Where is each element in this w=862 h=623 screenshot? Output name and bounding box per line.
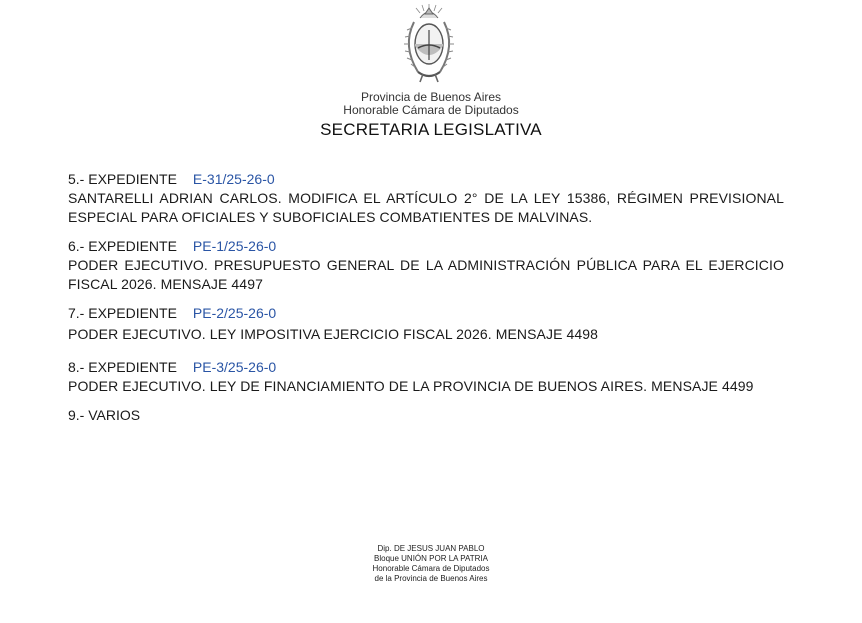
- item-description: PODER EJECUTIVO. LEY IMPOSITIVA EJERCICIO FISCAL 2026. MENSAJE 4498: [68, 326, 599, 342]
- item-number: 6.- EXPEDIENTE: [68, 238, 177, 254]
- item-description: PODER EJECUTIVO. LEY DE FINANCIAMIENTO DE LA PROVINCIA DE BUENOS AIRES. MENSAJE 4499: [68, 378, 754, 394]
- province-name: Provincia de Buenos Aires: [360, 90, 502, 104]
- signer-bloque: Bloque UNIÓN POR LA PATRIA: [374, 554, 488, 563]
- agenda-items: [68, 170, 784, 425]
- signature-block: [0, 544, 862, 584]
- signer-province: de la Provincia de Buenos Aires: [374, 574, 488, 583]
- expediente-code[interactable]: PE-1/25-26-0: [192, 238, 277, 254]
- item-number: 5.- EXPEDIENTE: [68, 171, 177, 187]
- chamber-name: Honorable Cámara de Diputados: [343, 103, 519, 117]
- agenda-item-5: [68, 170, 784, 227]
- expediente-code[interactable]: PE-3/25-26-0: [192, 359, 277, 375]
- agenda-item-7: [68, 304, 784, 344]
- signer-name: Dip. DE JESUS JUAN PABLO: [377, 544, 485, 553]
- expediente-code[interactable]: E-31/25-26-0: [192, 171, 275, 187]
- item-description: SANTARELLI ADRIAN CARLOS. MODIFICA EL ARTÍCULO 2° DE LA LEY 15386, RÉGIMEN PREVISIONAL ESPECIAL PARA OFICIALES Y SUBOFICIALES COMBATIENTES DE MALVINAS.: [68, 190, 784, 225]
- secretariat-title: SECRETARIA LEGISLATIVA: [320, 120, 542, 139]
- item-number: 7.- EXPEDIENTE: [68, 305, 177, 321]
- agenda-item-varios: 9.- VARIOS: [68, 407, 141, 423]
- agenda-item-6: [68, 237, 784, 294]
- item-number: 8.- EXPEDIENTE: [68, 359, 177, 375]
- document-header: [0, 91, 862, 141]
- expediente-code[interactable]: PE-2/25-26-0: [192, 305, 277, 321]
- item-description: PODER EJECUTIVO. PRESUPUESTO GENERAL DE LA ADMINISTRACIÓN PÚBLICA PARA EL EJERCICIO FISCAL 2026. MENSAJE 4497: [68, 257, 784, 292]
- signer-chamber: Honorable Cámara de Diputados: [372, 564, 490, 573]
- agenda-item-8: [68, 358, 784, 396]
- coat-of-arms-icon: [396, 2, 462, 84]
